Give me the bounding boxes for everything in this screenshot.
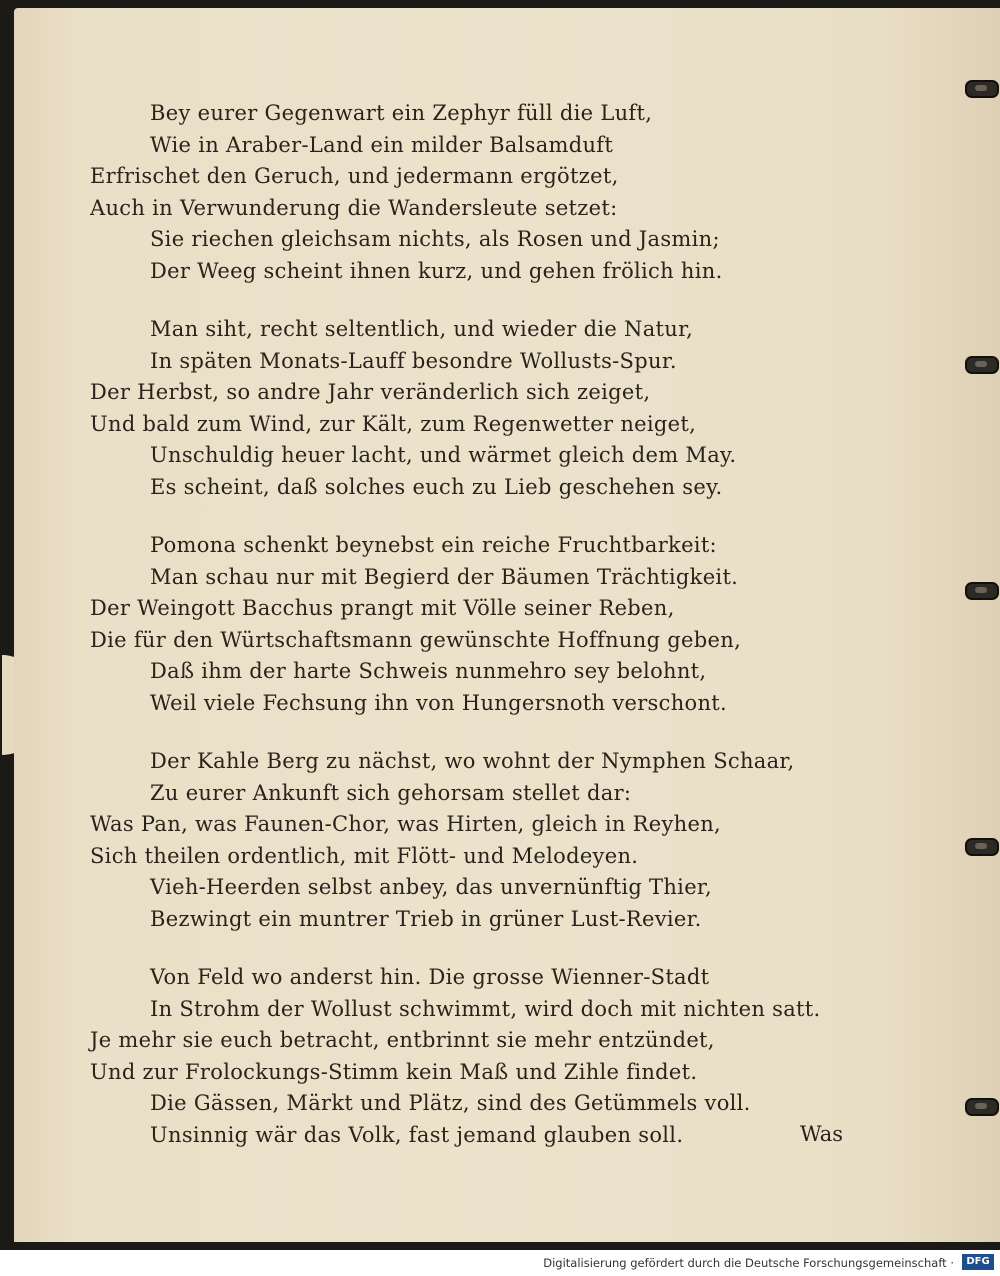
verse-line: Und bald zum Wind, zur Kält, zum Regenwetter neiget,: [90, 411, 697, 436]
verse-line: Von Feld wo anderst hin. Die grosse Wienner-Stadt: [150, 965, 710, 989]
footer-bar: [0, 1250, 1000, 1276]
verse-line: Wie in Araber-Land ein milder Balsamduft: [150, 132, 614, 157]
stanza: [90, 746, 890, 935]
verse-line: Der Kahle Berg zu nächst, wo wohnt der Nymphen Schaar,: [150, 749, 795, 773]
verse-line: Zu eurer Ankunft sich gehorsam stellet dar:: [150, 780, 632, 805]
verse-line: Daß ihm der harte Schweis nunmehro sey belohnt,: [150, 659, 707, 683]
verse-line: Unschuldig heuer lacht, und wärmet gleich dem May.: [150, 443, 737, 467]
verse-line: Und zur Frolockungs-Stimm kein Maß und Zihle findet.: [90, 1059, 698, 1084]
verse-line: Sie riechen gleichsam nichts, als Rosen und Jasmin;: [150, 227, 720, 251]
verse-line: Der Weingott Bacchus prangt mit Völle seiner Reben,: [90, 596, 675, 620]
catchword: Was: [800, 1122, 844, 1146]
verse-line: Sich theilen ordentlich, mit Flött- und Melodeyen.: [90, 843, 639, 868]
stanza: [90, 98, 890, 287]
binding-ring: [965, 582, 999, 600]
stanza: [90, 962, 890, 1151]
stanza: [90, 314, 890, 503]
verse-line: Auch in Verwunderung die Wandersleute setzet:: [90, 195, 618, 220]
verse-line: Weil viele Fechsung ihn von Hungersnoth verschont.: [150, 690, 727, 715]
verse-line: Es scheint, daß solches euch zu Lieb geschehen sey.: [150, 474, 723, 499]
verse-line: Was Pan, was Faunen-Chor, was Hirten, gleich in Reyhen,: [90, 812, 722, 836]
verse-line: Der Herbst, so andre Jahr veränderlich sich zeiget,: [90, 380, 651, 404]
binding-ring: [965, 80, 999, 98]
binding-ring: [965, 1098, 999, 1116]
poem-body: [90, 98, 890, 1178]
verse-line: Bey eurer Gegenwart ein Zephyr füll die Luft,: [150, 101, 653, 125]
verse-line: Die für den Würtschaftsmann gewünschte Hoffnung geben,: [90, 627, 742, 652]
binding-ring: [965, 356, 999, 374]
funding-credit: Digitalisierung gefördert durch die Deutsche Forschungsgemeinschaft ·: [543, 1256, 954, 1270]
verse-line: Vieh-Heerden selbst anbey, das unvernünftig Thier,: [150, 875, 712, 899]
verse-line: Erfrischet den Geruch, und jedermann ergötzet,: [90, 164, 619, 188]
verse-line: Je mehr sie euch betracht, entbrinnt sie mehr entzündet,: [90, 1028, 715, 1052]
stanza: [90, 530, 890, 719]
verse-line: Unsinnig wär das Volk, fast jemand glauben soll.: [150, 1122, 684, 1147]
verse-line: Die Gässen, Märkt und Plätz, sind des Getümmels voll.: [150, 1091, 751, 1115]
verse-line: In Strohm der Wollust schwimmt, wird doch mit nichten satt.: [150, 996, 821, 1021]
verse-line: Man siht, recht seltentlich, und wieder die Natur,: [150, 317, 694, 341]
dfg-logo: DFG: [962, 1254, 994, 1270]
verse-line: Der Weeg scheint ihnen kurz, und gehen frölich hin.: [150, 258, 723, 283]
verse-line: Man schau nur mit Begierd der Bäumen Trächtigkeit.: [150, 564, 739, 589]
verse-line: In späten Monats-Lauff besondre Wollusts-Spur.: [150, 348, 677, 373]
binding-ring: [965, 838, 999, 856]
verse-line: Pomona schenkt beynebst ein reiche Fruchtbarkeit:: [150, 533, 717, 557]
verse-line: Bezwingt ein muntrer Trieb in grüner Lust-Revier.: [150, 906, 702, 931]
